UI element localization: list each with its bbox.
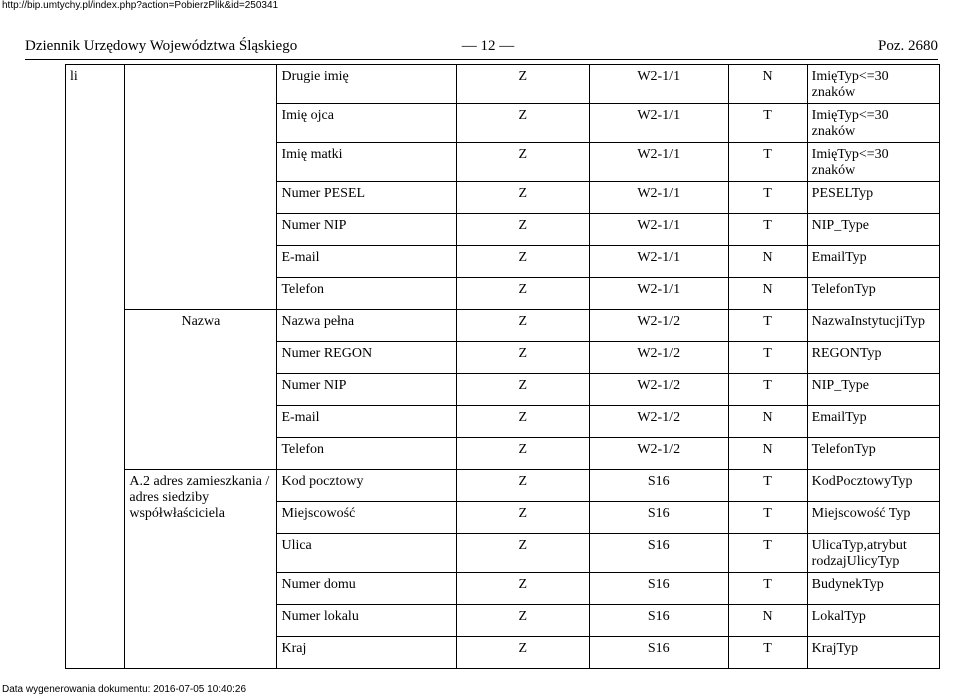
table-row [66,310,940,342]
generation-date: Data wygenerowania dokumentu: 2016-07-05 10:40:26 [2,684,247,695]
field-required: Z [456,278,589,310]
field-name: Imię ojca [277,104,456,143]
field-required: Z [456,104,589,143]
field-flag: T [728,573,807,605]
field-required: Z [456,470,589,502]
field-required: Z [456,182,589,214]
field-name: E-mail [277,406,456,438]
field-flag: T [728,104,807,143]
field-reference: S16 [589,573,728,605]
field-reference: W2-1/1 [589,65,728,104]
document-url: http://bip.umtychy.pl/index.php?action=PobierzPlik&id=250341 [2,0,279,11]
field-name: Numer PESEL [277,182,456,214]
field-reference: S16 [589,605,728,637]
field-name: Telefon [277,278,456,310]
field-flag: T [728,310,807,342]
field-reference: W2-1/2 [589,438,728,470]
field-name: Kod pocztowy [277,470,456,502]
field-type: ImięTyp<=30 znaków [807,104,939,143]
field-reference: W2-1/1 [589,143,728,182]
field-name: Drugie imię [277,65,456,104]
field-flag: T [728,470,807,502]
field-required: Z [456,605,589,637]
field-reference: W2-1/1 [589,246,728,278]
field-name: Numer domu [277,573,456,605]
field-name: E-mail [277,246,456,278]
field-type: EmailTyp [807,406,939,438]
field-reference: S16 [589,534,728,573]
field-name: Miejscowość [277,502,456,534]
field-required: Z [456,310,589,342]
field-flag: N [728,278,807,310]
field-type: Miejscowość Typ [807,502,939,534]
field-flag: T [728,637,807,669]
field-reference: W2-1/1 [589,104,728,143]
field-name: Ulica [277,534,456,573]
group-label-nazwa: Nazwa [125,310,277,470]
field-required: Z [456,502,589,534]
field-required: Z [456,374,589,406]
field-reference: S16 [589,470,728,502]
field-name: Kraj [277,637,456,669]
field-required: Z [456,246,589,278]
field-type: ImięTyp<=30 znaków [807,65,939,104]
field-type: TelefonTyp [807,278,939,310]
group-cell-empty [125,65,277,310]
field-name: Numer lokalu [277,605,456,637]
field-required: Z [456,65,589,104]
field-required: Z [456,342,589,374]
field-flag: T [728,182,807,214]
field-flag: T [728,502,807,534]
field-flag: N [728,406,807,438]
field-reference: W2-1/2 [589,310,728,342]
field-name: Imię matki [277,143,456,182]
header-rule [25,59,938,60]
field-type: REGONTyp [807,342,939,374]
field-name: Numer REGON [277,342,456,374]
table-row [66,65,940,104]
field-name: Numer NIP [277,214,456,246]
group-label-adres: A.2 adres zamieszkania / adres siedziby współwłaściciela [125,470,277,669]
field-type: PESELTyp [807,182,939,214]
field-name: Numer NIP [277,374,456,406]
field-type: BudynekTyp [807,573,939,605]
page-number: — 12 — [461,38,515,54]
field-type: NIP_Type [807,214,939,246]
field-reference: W2-1/1 [589,182,728,214]
field-required: Z [456,534,589,573]
field-flag: T [728,534,807,573]
field-reference: W2-1/2 [589,342,728,374]
position-number: Poz. 2680 [878,38,938,54]
field-type: EmailTyp [807,246,939,278]
field-type: TelefonTyp [807,438,939,470]
field-flag: T [728,143,807,182]
field-flag: N [728,246,807,278]
field-reference: S16 [589,637,728,669]
field-required: Z [456,214,589,246]
field-required: Z [456,143,589,182]
table-row [66,470,940,502]
field-type: NazwaInstytucjiTyp [807,310,939,342]
journal-title: Dziennik Urzędowy Województwa Śląskiego [25,38,298,54]
field-flag: T [728,342,807,374]
field-type: ImięTyp<=30 znaków [807,143,939,182]
field-required: Z [456,637,589,669]
field-required: Z [456,573,589,605]
field-name: Nazwa pełna [277,310,456,342]
field-reference: W2-1/2 [589,374,728,406]
field-type: KrajTyp [807,637,939,669]
field-reference: S16 [589,502,728,534]
field-reference: W2-1/2 [589,406,728,438]
list-column-cell: li [66,65,125,669]
field-required: Z [456,438,589,470]
field-flag: N [728,438,807,470]
field-flag: N [728,65,807,104]
fields-table [65,64,940,669]
field-flag: T [728,374,807,406]
field-type: LokalTyp [807,605,939,637]
field-flag: N [728,605,807,637]
field-flag: T [728,214,807,246]
field-reference: W2-1/1 [589,278,728,310]
field-required: Z [456,406,589,438]
field-type: NIP_Type [807,374,939,406]
field-type: KodPocztowyTyp [807,470,939,502]
field-name: Telefon [277,438,456,470]
field-type: UlicaTyp,atrybut rodzajUlicyTyp [807,534,939,573]
field-reference: W2-1/1 [589,214,728,246]
